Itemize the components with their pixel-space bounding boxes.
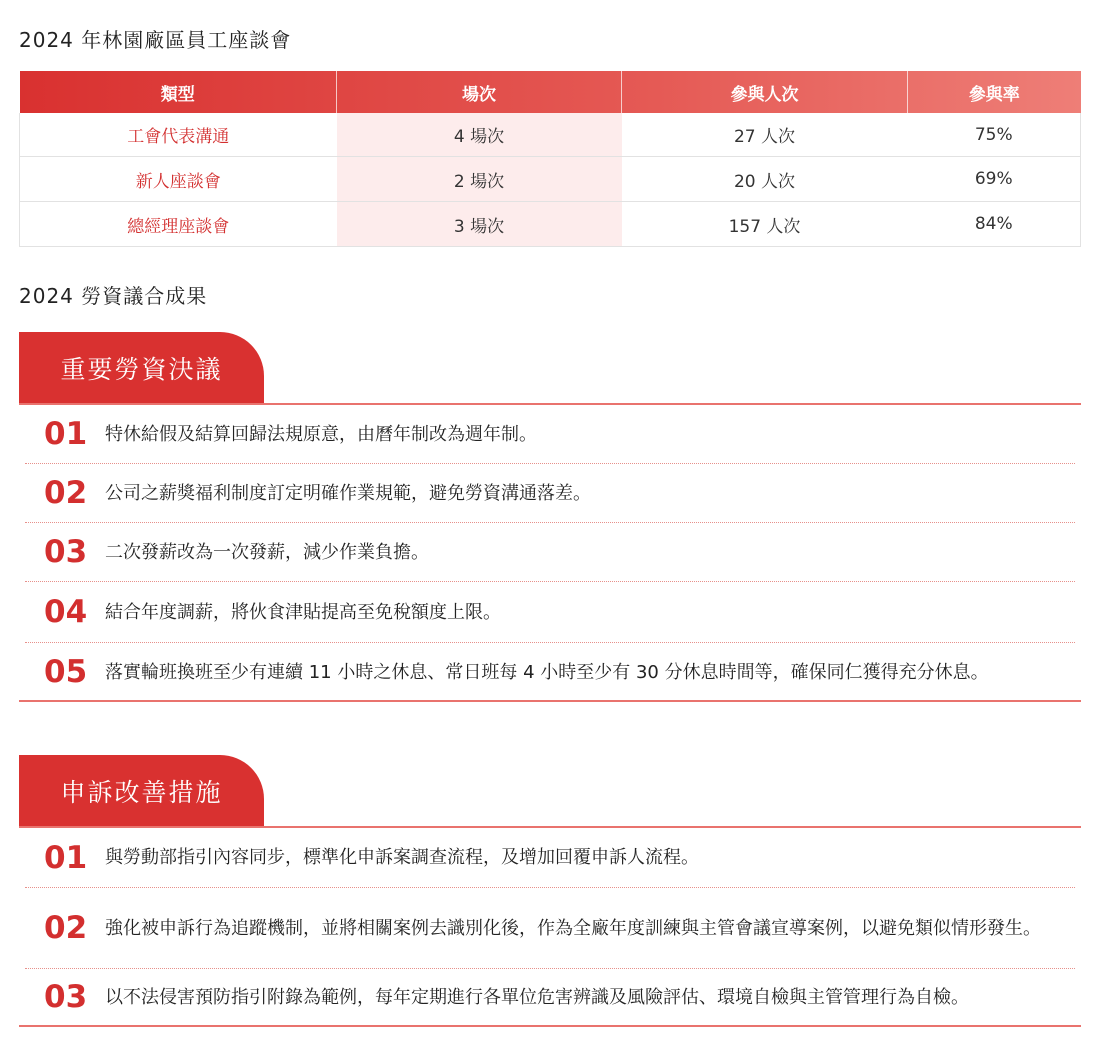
item-number: 02 <box>44 475 88 511</box>
item-text: 以不法侵害預防指引附錄為範例，每年定期進行各單位危害辨識及風險評估、環境自檢與主管管理行為自檢。 <box>105 986 969 1008</box>
header-attendance: 參與人次 <box>622 71 908 113</box>
grievance-card <box>19 755 1081 1030</box>
item-text: 強化被申訴行為追蹤機制，並將相關案例去識別化後，作為全廠年度訓練與主管會議宣導案例，以避免類似情形發生。 <box>105 917 1041 939</box>
grievance-tab: 申訴改善措施 <box>19 755 264 827</box>
cell-type: 新人座談會 <box>20 157 337 202</box>
item-number: 01 <box>44 416 88 452</box>
header-sessions: 場次 <box>337 71 622 113</box>
item-number: 04 <box>44 594 88 630</box>
item-text: 二次發薪改為一次發薪，減少作業負擔。 <box>105 541 429 563</box>
item-text: 公司之薪獎福利制度訂定明確作業規範，避免勞資溝通落差。 <box>105 482 591 504</box>
cell-attendance: 157 人次 <box>622 202 908 247</box>
table-row <box>20 157 1081 202</box>
resolutions-card <box>19 332 1081 704</box>
cell-type: 工會代表溝通 <box>20 113 337 157</box>
item-number: 02 <box>44 910 88 946</box>
item-text: 結合年度調薪，將伙食津貼提高至免稅額度上限。 <box>105 601 501 623</box>
cell-rate: 84% <box>908 202 1081 247</box>
header-rate: 參與率 <box>968 84 1020 105</box>
outcomes-section-title: 2024 勞資議合成果 <box>19 284 208 308</box>
meeting-table <box>19 71 1081 247</box>
list-item <box>25 582 1075 643</box>
list-item <box>25 643 1075 701</box>
table-header-row <box>20 71 1081 113</box>
list-item <box>25 523 1075 582</box>
cell-sessions: 2 場次 <box>337 157 622 202</box>
table-row <box>20 202 1081 247</box>
cell-attendance: 20 人次 <box>622 157 908 202</box>
item-text: 與勞動部指引內容同步，標準化申訴案調查流程，及增加回覆申訴人流程。 <box>105 847 699 868</box>
list-item <box>25 405 1075 464</box>
cell-sessions: 3 場次 <box>337 202 622 247</box>
item-text: 落實輪班換班至少有連續 11 小時之休息、常日班每 4 小時至少有 30 分休息時間等，確保同仁獲得充分休息。 <box>105 661 989 683</box>
item-number: 03 <box>44 979 88 1015</box>
list-item <box>25 888 1075 969</box>
header-type: 類型 <box>20 71 337 113</box>
item-text: 特休給假及結算回歸法規原意，由曆年制改為週年制。 <box>105 423 537 445</box>
cell-attendance: 27 人次 <box>622 113 908 157</box>
item-number: 01 <box>44 839 88 876</box>
item-number: 03 <box>44 534 88 570</box>
list-item <box>25 464 1075 523</box>
list-item <box>25 828 1075 888</box>
cell-rate: 69% <box>908 157 1081 202</box>
cell-rate: 75% <box>908 113 1081 157</box>
list-item <box>25 969 1075 1025</box>
table-row <box>20 113 1081 157</box>
cell-sessions: 4 場次 <box>337 113 622 157</box>
divider <box>19 1025 1081 1027</box>
item-number: 05 <box>44 654 88 690</box>
resolutions-tab: 重要勞資決議 <box>19 332 264 404</box>
meeting-section-title: 2024 年林園廠區員工座談會 <box>19 28 292 52</box>
divider <box>19 700 1081 702</box>
cell-type: 總經理座談會 <box>20 202 337 247</box>
